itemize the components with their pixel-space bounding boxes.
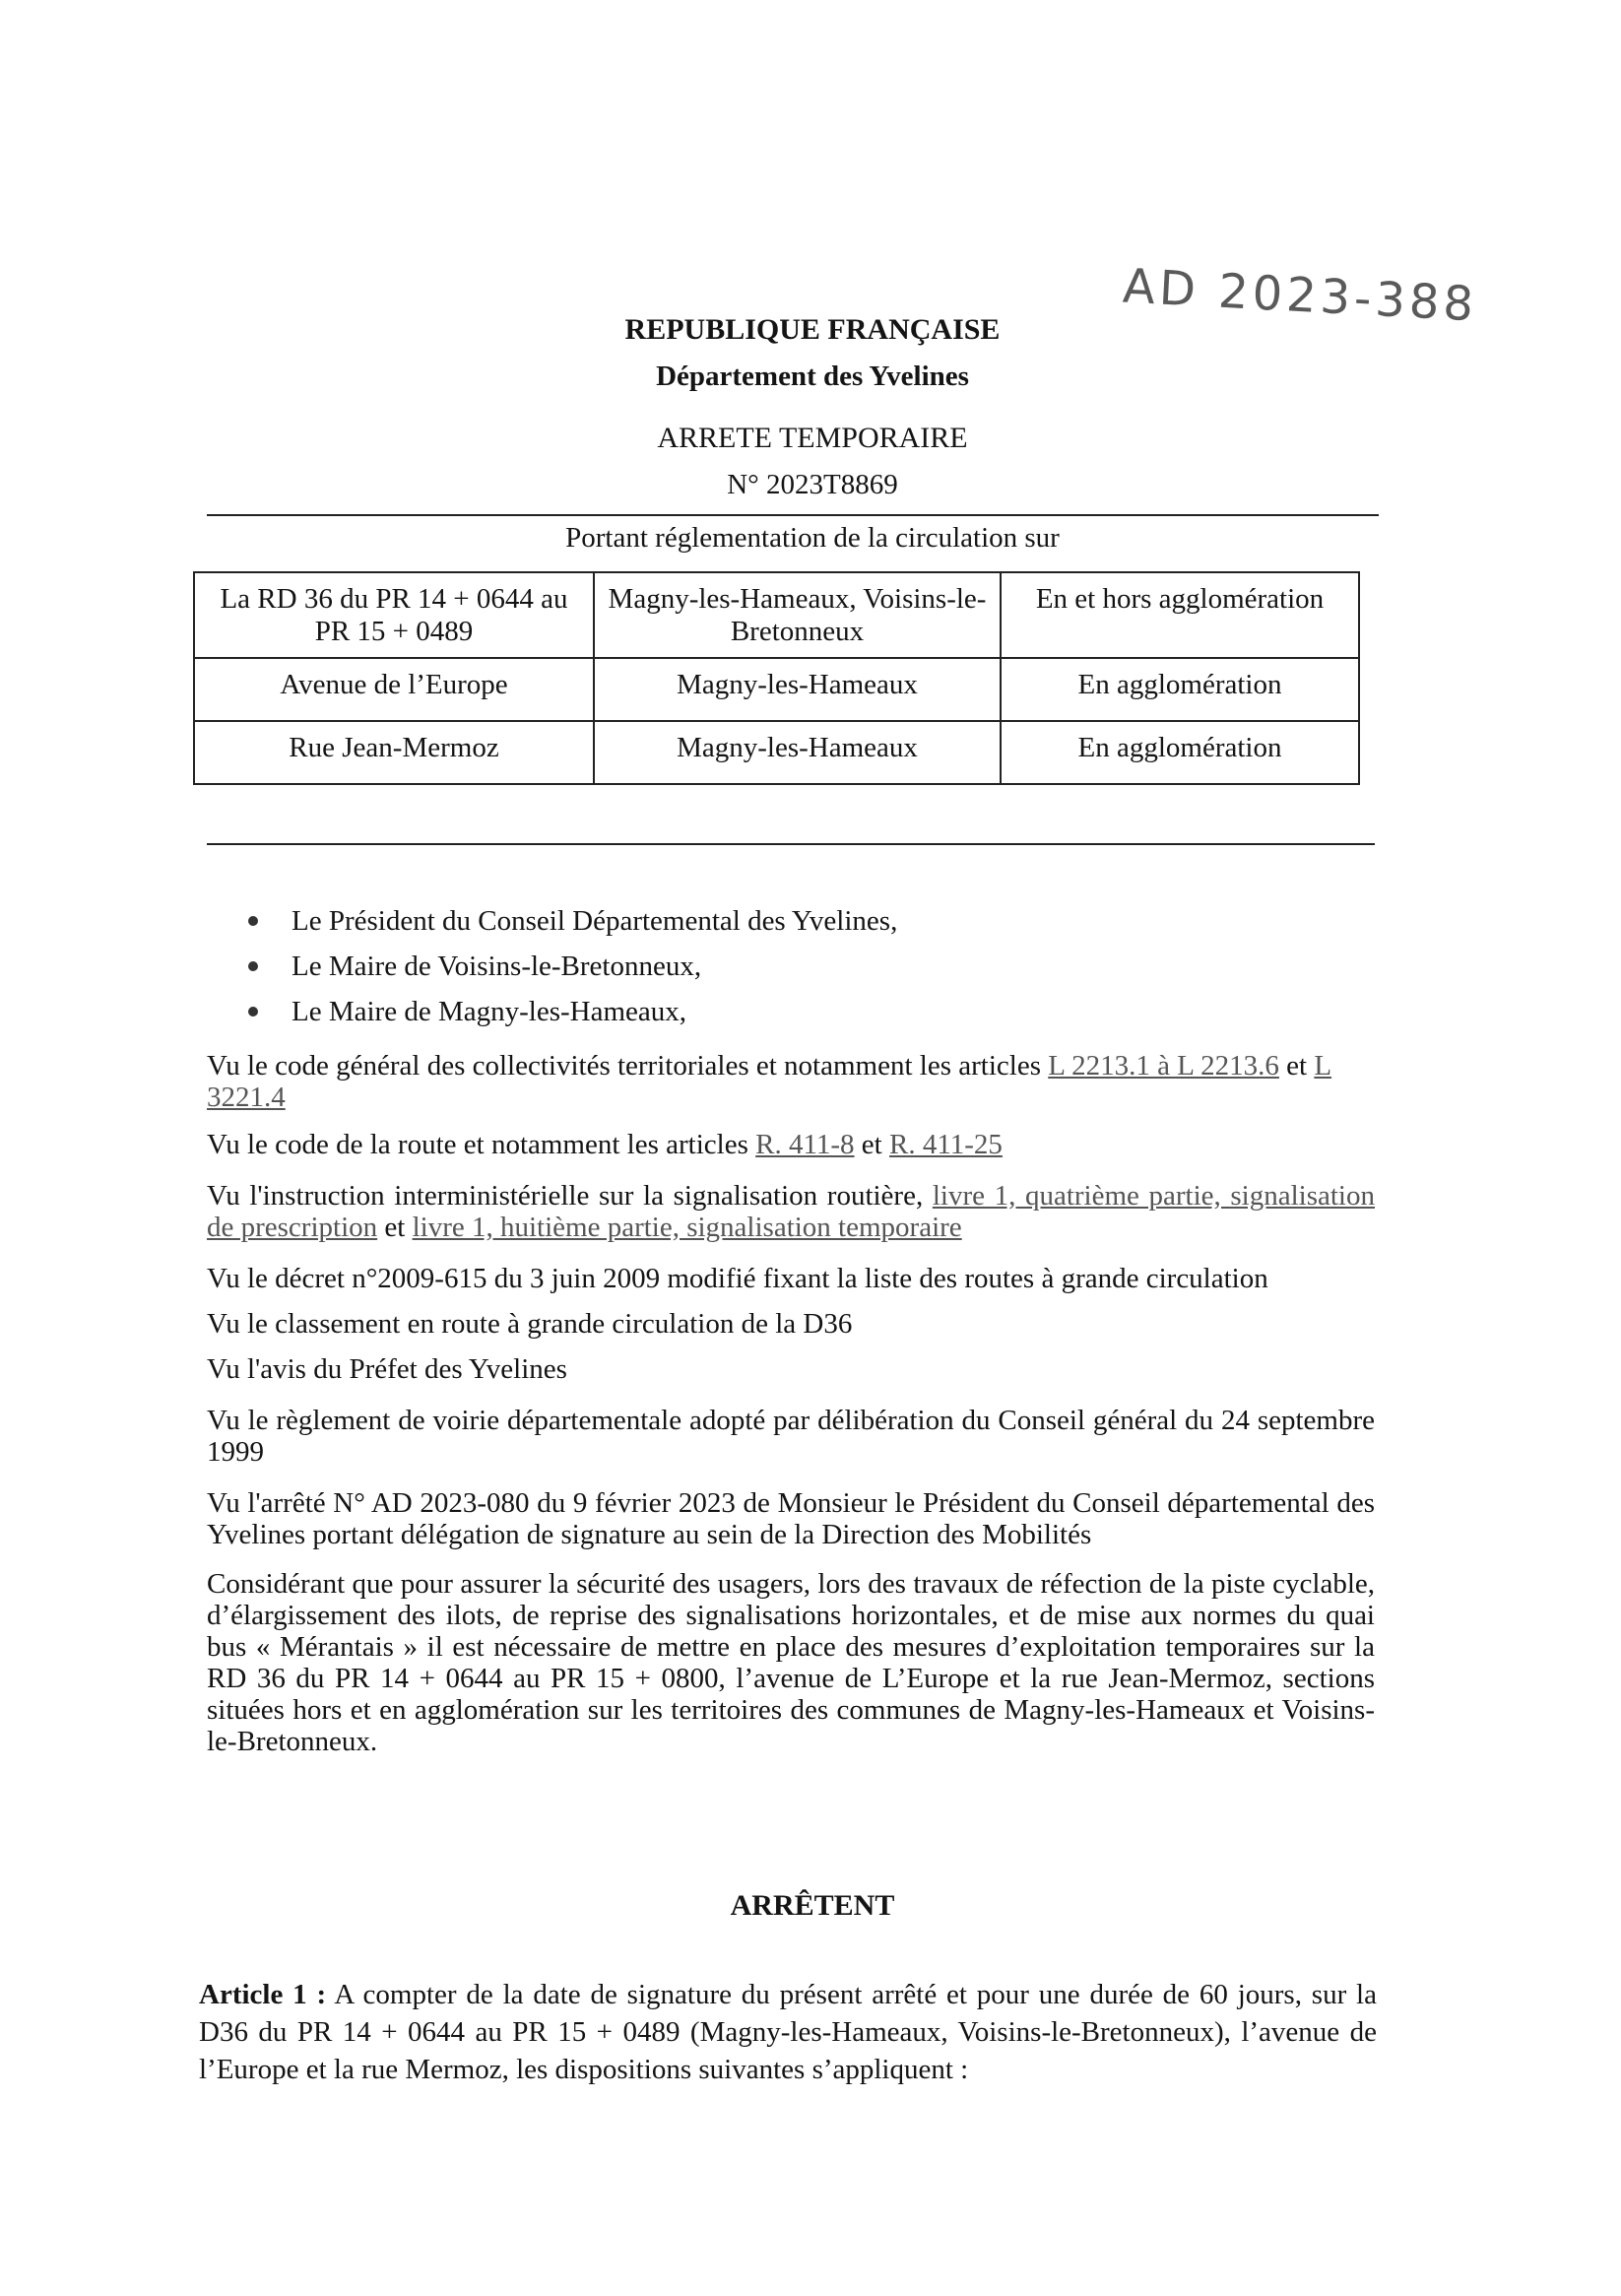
visa-reglement: Vu le règlement de voirie départementale adopté par délibération du Conseil général du 24 septembre 1999 [207, 1405, 1375, 1468]
signatory-text: Le Maire de Magny-les-Hameaux, [292, 995, 687, 1027]
commune-cell: Magny-les-Hameaux [594, 658, 1001, 721]
visa-text: et [377, 1212, 413, 1243]
article-link[interactable]: R. 411-25 [888, 1129, 1003, 1160]
table-row [194, 721, 1359, 784]
zone-cell: En agglomération [1001, 658, 1359, 721]
roads-table [193, 571, 1360, 785]
decree-subject: Portant réglementation de la circulation sur [565, 522, 1060, 554]
visa-decret: Vu le décret n°2009-615 du 3 juin 2009 modifié fixant la liste des routes à grande circulation [207, 1263, 1268, 1294]
bullet-icon [248, 961, 258, 971]
commune-cell: Magny-les-Hameaux, Voisins-le-Bretonneux [594, 572, 1001, 658]
road-cell: Rue Jean-Mermoz [194, 721, 594, 784]
department-heading: Département des Yvelines [656, 361, 969, 392]
commune-cell: Magny-les-Hameaux [594, 721, 1001, 784]
table-row [194, 572, 1359, 658]
article-link[interactable]: L 2213.1 à L 2213.6 [1048, 1050, 1279, 1082]
decision-title: ARRÊTENT [730, 1889, 895, 1922]
road-cell: Avenue de l’Europe [194, 658, 594, 721]
visa-classement: Vu le classement en route à grande circulation de la D36 [207, 1308, 853, 1340]
signatory-text: Le Maire de Voisins-le-Bretonneux, [292, 950, 702, 982]
handwritten-reference: AD 2023-388 [1121, 258, 1479, 333]
zone-cell: En agglomération [1001, 721, 1359, 784]
visa-prefet: Vu l'avis du Préfet des Yvelines [207, 1353, 567, 1385]
visa-text: et [854, 1129, 889, 1160]
instruction-link[interactable]: livre 1, quatrième partie, signalisation de prescription [207, 1180, 1375, 1243]
visa-arrete: Vu l'arrêté N° AD 2023-080 du 9 février 2023 de Monsieur le Président du Conseil départemental des Yvelines portant délégation de signature au sein de la Direction des Mobilités [207, 1487, 1375, 1550]
considerant-paragraph: Considérant que pour assurer la sécurité des usagers, lors des travaux de réfection de la piste cyclable, d’élargissement des ilots, de reprise des signalisations horizontales, et de mise aux normes du quai bus « Mérantais » il est nécessaire de mettre en place des mesures d’exploitation temporaires sur la RD 36 du PR 14 + 0644 au PR 15 + 0800, l’avenue de L’Europe et la rue Jean-Mermoz, sections situées hors et en agglomération sur les territoires des communes de Magny-les-Hameaux et Voisins-le-Bretonneux. [207, 1568, 1375, 1757]
zone-cell: En et hors agglomération [1001, 572, 1359, 658]
article-link[interactable]: R. 411-8 [755, 1129, 855, 1160]
divider-top [207, 514, 1379, 516]
bullet-icon [248, 1007, 258, 1017]
republic-heading: REPUBLIQUE FRANÇAISE [624, 313, 1001, 346]
visa-instruction [207, 1180, 1375, 1243]
list-item [248, 944, 897, 989]
visa-text: Vu l'instruction interministérielle sur la signalisation routière, [207, 1180, 933, 1212]
instruction-link[interactable]: livre 1, huitième partie, signalisation temporaire [412, 1212, 962, 1243]
article-1 [199, 1976, 1377, 2088]
table-row [194, 658, 1359, 721]
decree-type: ARRETE TEMPORAIRE [657, 422, 968, 454]
bullet-icon [248, 916, 258, 926]
visa-code-route [207, 1129, 1375, 1160]
visa-text: Vu le code de la route et notamment les articles [207, 1129, 756, 1160]
signatories-list [248, 898, 897, 1034]
visa-text: et [1278, 1050, 1315, 1082]
road-cell: La RD 36 du PR 14 + 0644 au PR 15 + 0489 [194, 572, 594, 658]
article-text: A compter de la date de signature du présent arrêté et pour une durée de 60 jours, sur la D36 du PR 14 + 0644 au PR 15 + 0489 (Magny-les-Hameaux, Voisins-le-Bretonneux), l’avenue de l’Europe et la rue Mermoz, les dispositions suivantes s’appliquent : [199, 1979, 1377, 2085]
visa-cgct [207, 1050, 1375, 1113]
divider-bottom [207, 843, 1375, 845]
signatory-text: Le Président du Conseil Départemental des Yvelines, [292, 904, 898, 937]
list-item [248, 898, 897, 944]
decree-number: N° 2023T8869 [727, 469, 898, 500]
article-label: Article 1 : [199, 1979, 327, 2010]
list-item [248, 989, 897, 1034]
article-link[interactable]: L 3221.4 [207, 1050, 1332, 1113]
visa-text: Vu le code général des collectivités territoriales et notamment les articles [207, 1050, 1049, 1082]
